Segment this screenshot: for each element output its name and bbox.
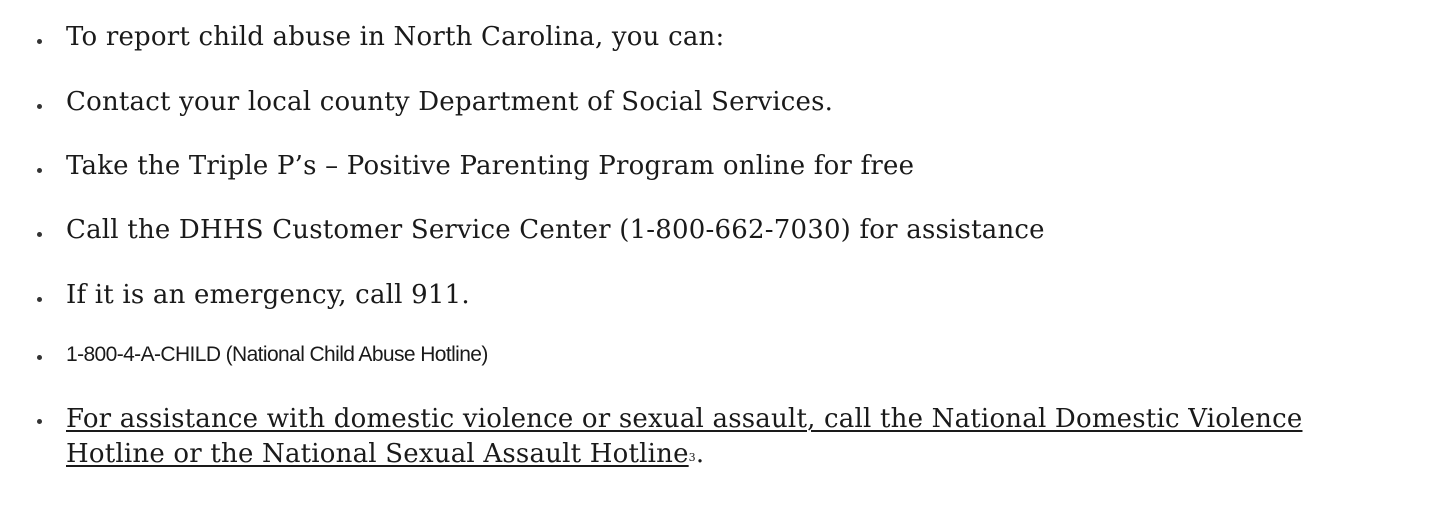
bullet-marker	[37, 104, 42, 109]
bullet-marker	[37, 39, 42, 44]
list-item-text: 1-800-4-A-CHILD (National Child Abuse Hotline)	[66, 343, 488, 366]
list-item-text: Call the DHHS Customer Service Center (1-800-662-7030) for assistance	[66, 215, 1045, 245]
footnote-marker: 3	[688, 451, 696, 464]
list-item-text	[66, 402, 1376, 476]
sentence-period: .	[695, 439, 705, 469]
list-item-text: Contact your local county Department of Social Services.	[66, 87, 834, 117]
list-item-text: If it is an emergency, call 911.	[66, 280, 470, 310]
hotline-link[interactable]: For assistance with domestic violence or sexual assault, call the National Domestic Violence Hotline or the National Sexual Assault Hotline	[66, 404, 1303, 469]
bullet-marker	[37, 297, 42, 302]
list-item-text: To report child abuse in North Carolina, you can:	[66, 22, 725, 52]
bullet-marker	[37, 419, 42, 424]
list-item-text: Take the Triple P’s – Positive Parenting Program online for free	[66, 151, 915, 181]
bullet-marker	[37, 168, 42, 173]
bullet-marker	[37, 355, 42, 360]
bullet-marker	[37, 232, 42, 237]
